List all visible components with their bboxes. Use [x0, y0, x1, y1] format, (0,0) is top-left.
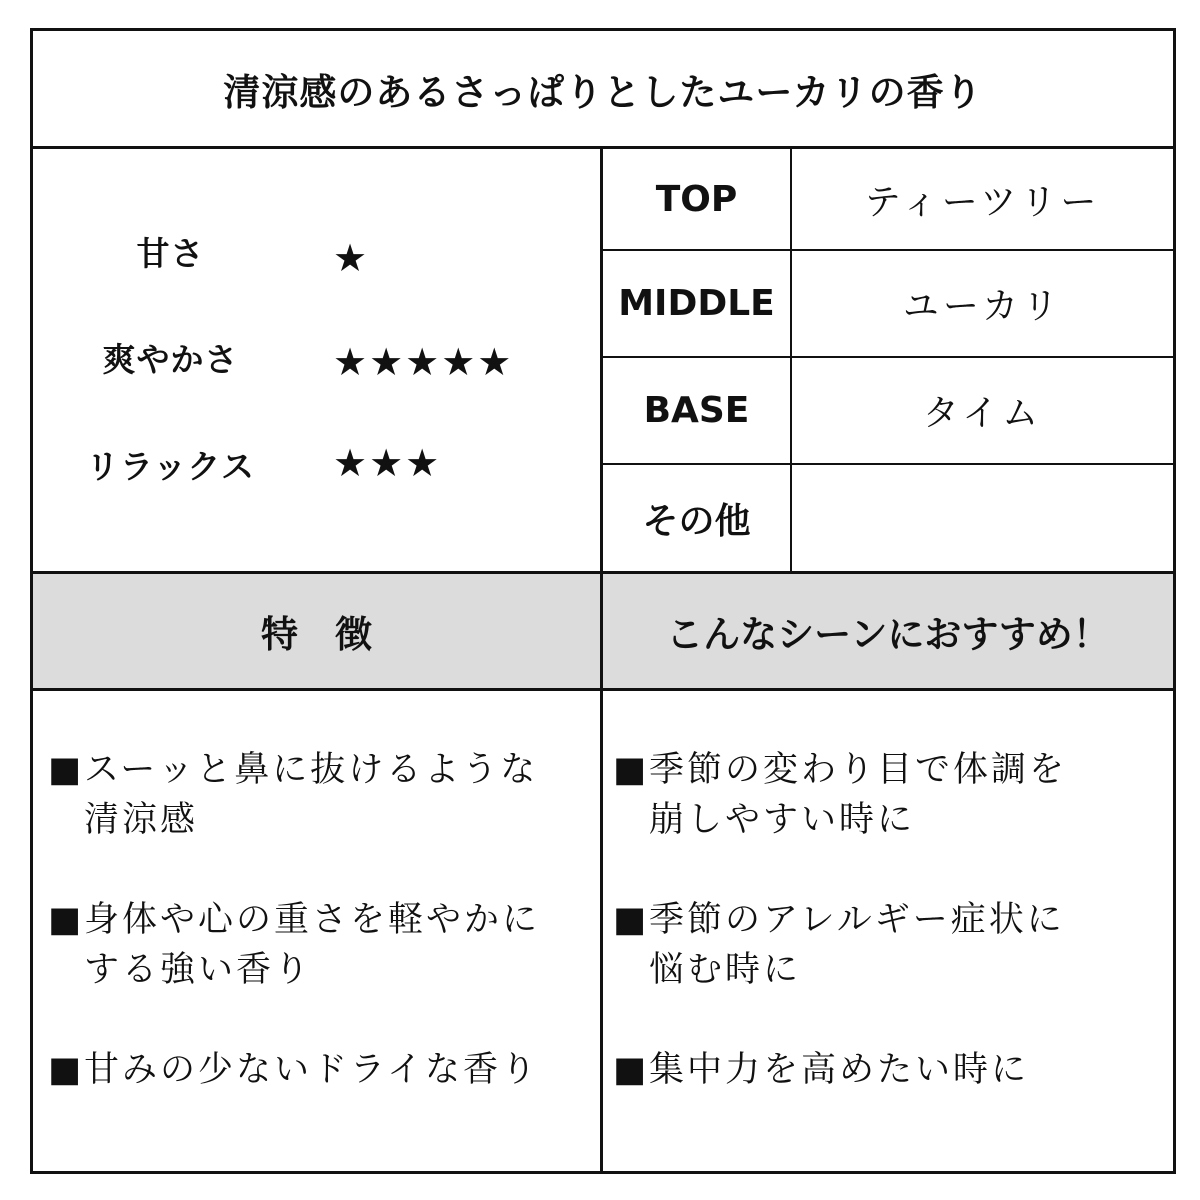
square-bullet-icon: ■	[48, 900, 85, 940]
note-value-middle: ユーカリ	[902, 286, 1063, 327]
list-item: ■ スーッと鼻に抜けるような 清涼感	[48, 745, 593, 845]
divider	[33, 688, 1173, 691]
rating-label: 甘さ	[136, 234, 205, 273]
list-item: ■ 季節のアレルギー症状に 悩む時に	[613, 895, 1168, 995]
square-bullet-icon: ■	[48, 750, 85, 790]
rating-label: 爽やかさ	[102, 340, 239, 379]
rating-label: リラックス	[85, 447, 255, 486]
list-item: ■ 集中力を高めたい時に	[613, 1045, 1168, 1095]
square-bullet-icon: ■	[613, 1050, 650, 1090]
note-level-top: TOP	[655, 178, 738, 220]
note-value-other	[792, 465, 1173, 571]
features-header: 特 徴	[33, 574, 600, 688]
scenes-header: こんなシーンにおすすめ！	[603, 574, 1173, 688]
list-item: ■ 身体や心の重さを軽やかに する強い香り	[48, 895, 593, 995]
list-item: ■ 季節の変わり目で体調を 崩しやすい時に	[613, 745, 1168, 845]
features-list	[48, 745, 593, 1145]
note-level-other: その他	[642, 500, 751, 542]
note-level-base: BASE	[643, 390, 750, 431]
square-bullet-icon: ■	[613, 900, 650, 940]
list-item: ■ 甘みの少ないドライな香り	[48, 1045, 593, 1095]
star-rating: ★★★★★	[333, 340, 514, 384]
square-bullet-icon: ■	[48, 1050, 85, 1090]
note-level-middle: MIDDLE	[618, 283, 775, 324]
page-title: 清涼感のあるさっぱりとしたユーカリの香り	[223, 71, 983, 114]
square-bullet-icon: ■	[613, 750, 650, 790]
rating-row-sweetness	[33, 228, 600, 288]
rating-row-relax	[33, 441, 600, 501]
star-rating: ★	[333, 236, 370, 280]
rating-row-freshness	[33, 334, 600, 394]
star-rating: ★★★	[333, 441, 442, 485]
scenes-list	[613, 745, 1168, 1145]
note-value-base: タイム	[922, 393, 1043, 434]
info-card	[30, 28, 1176, 1174]
note-value-top: ティーツリー	[864, 181, 1101, 223]
